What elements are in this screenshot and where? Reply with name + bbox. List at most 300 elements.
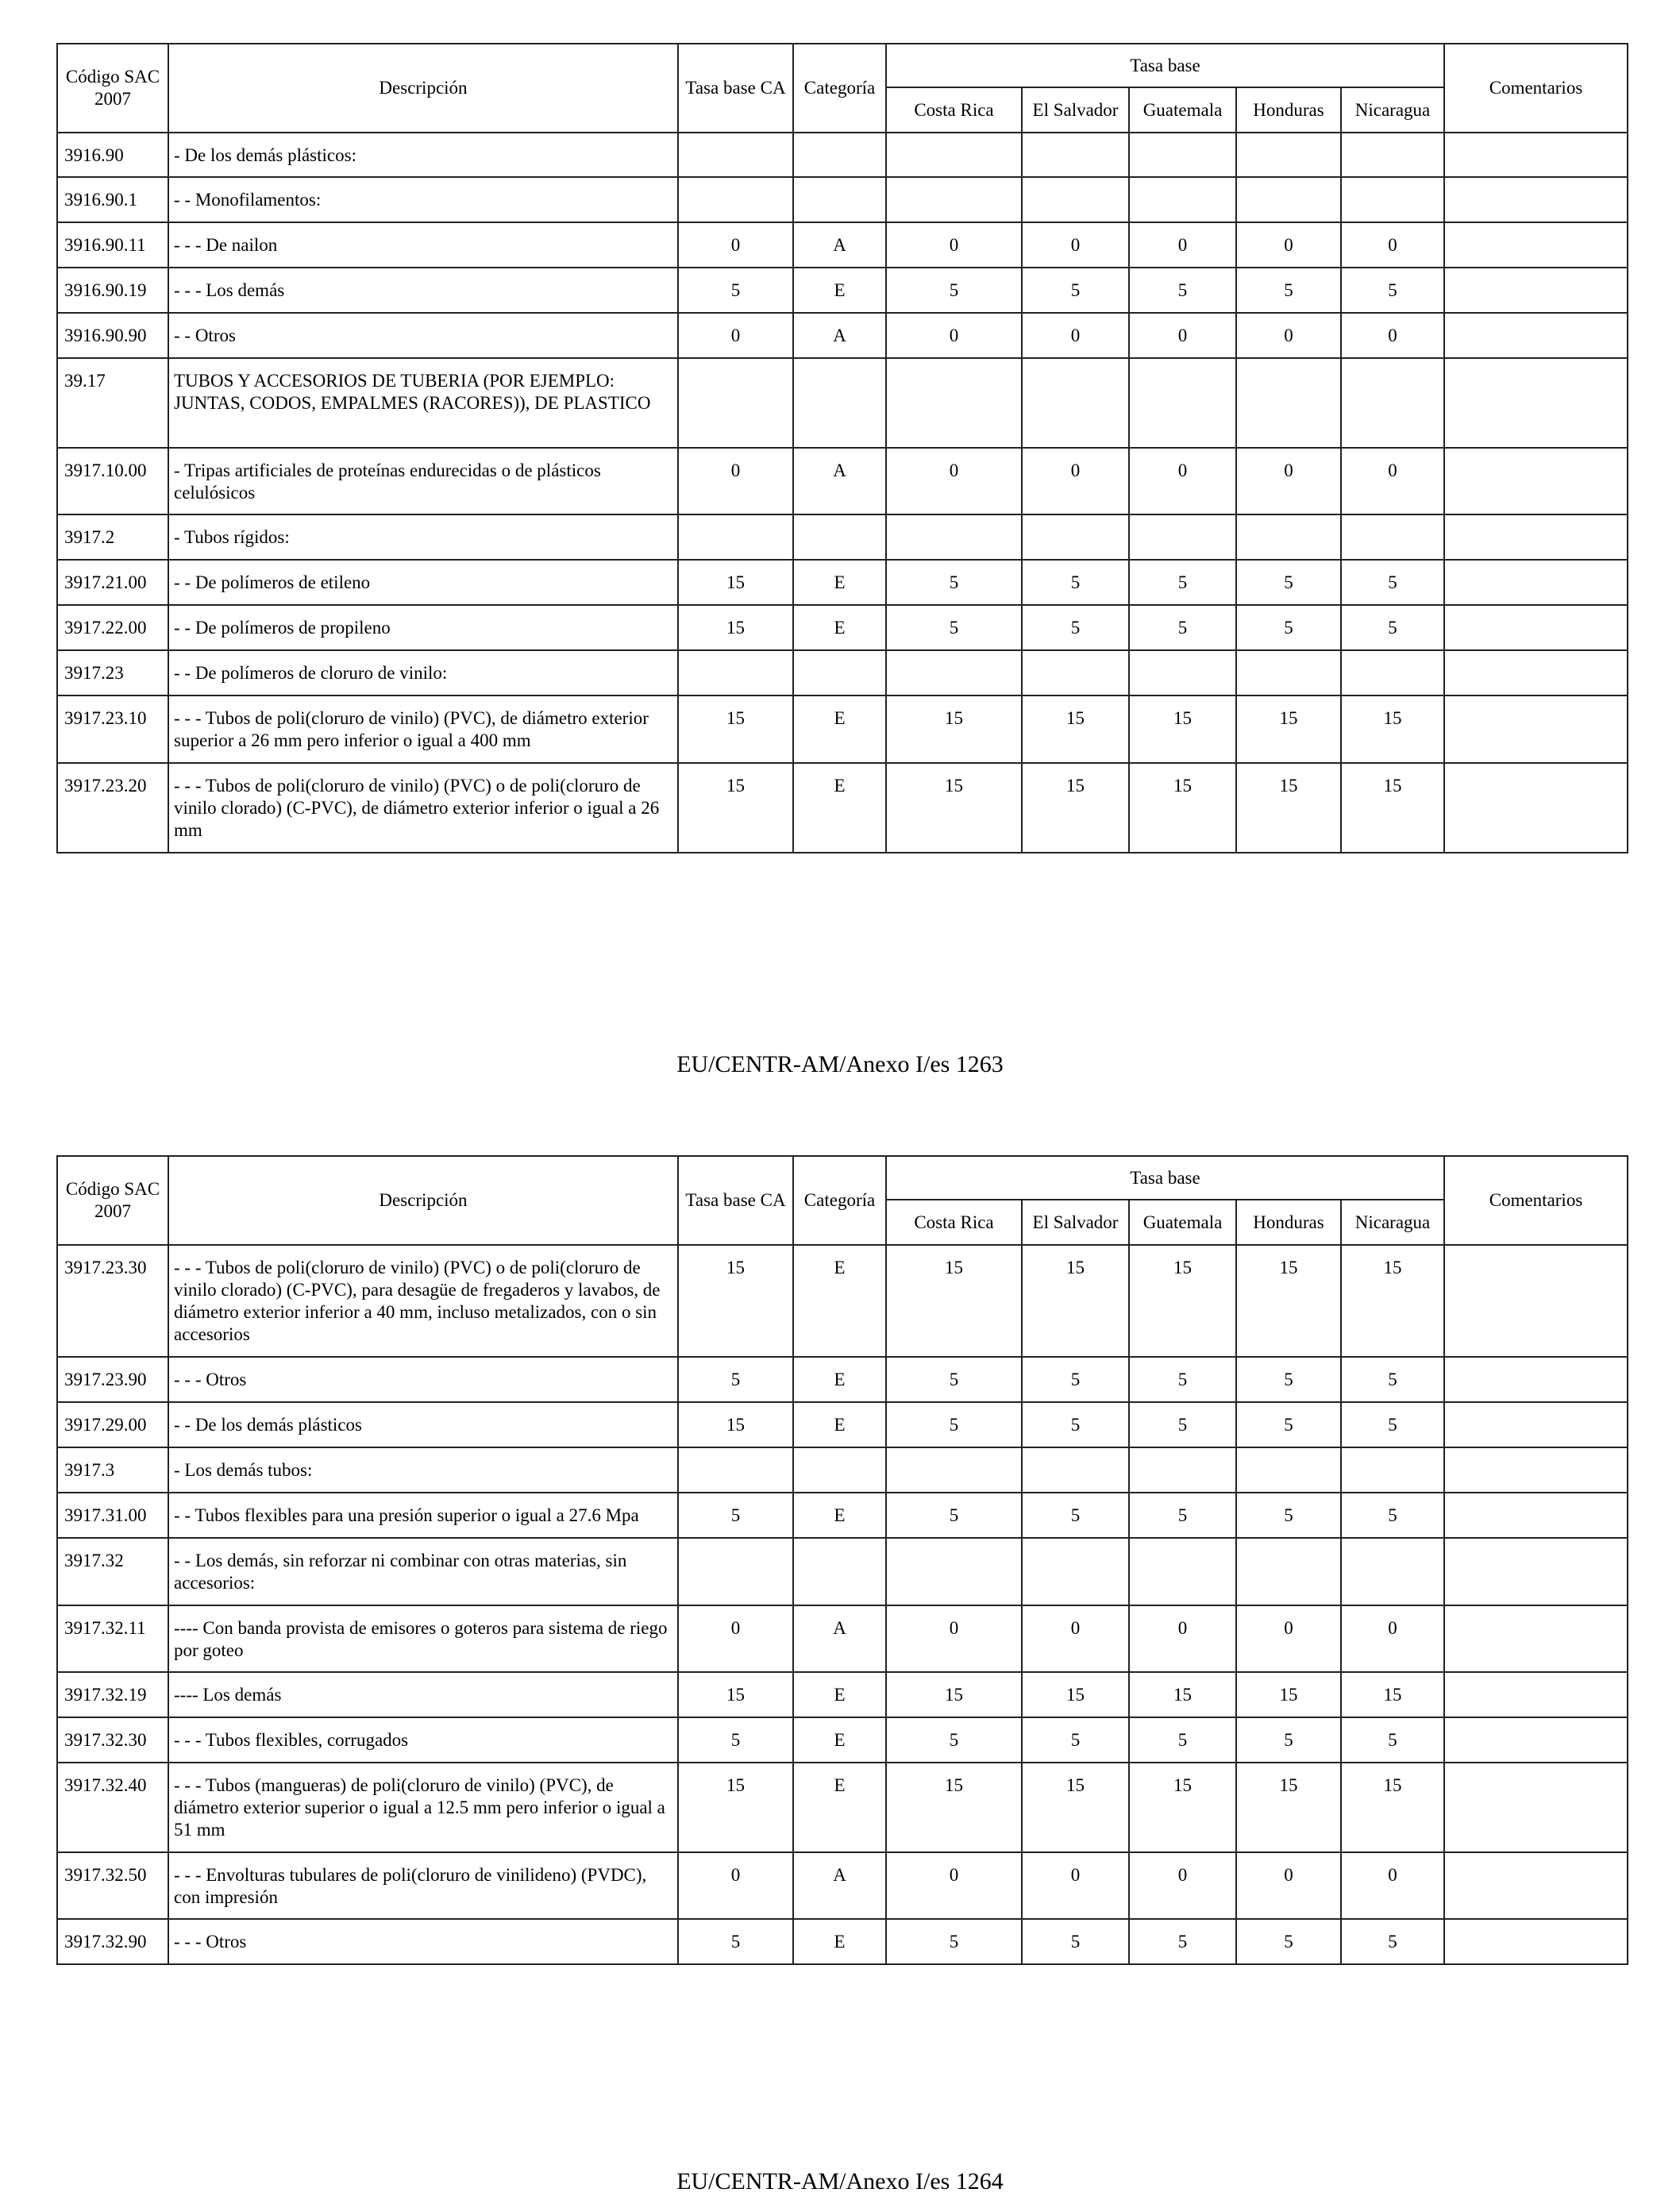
rate-el-salvador-cell: 5 — [1022, 1357, 1129, 1402]
description-cell: - Los demás tubos: — [168, 1447, 678, 1493]
tasa-base-ca-cell: 15 — [678, 695, 793, 763]
header-description: Descripción — [168, 44, 678, 133]
rate-el-salvador-cell: 0 — [1022, 1605, 1129, 1672]
tasa-base-ca-cell: 5 — [678, 1717, 793, 1763]
rate-costa-rica-cell: 15 — [886, 1763, 1022, 1852]
table-row — [57, 1245, 1628, 1357]
rate-nicaragua-cell: 5 — [1341, 268, 1444, 313]
table-row — [57, 358, 1628, 448]
tasa-base-ca-cell: 0 — [678, 448, 793, 514]
categoria-cell: E — [793, 268, 886, 313]
rate-el-salvador-cell — [1022, 358, 1129, 448]
rate-guatemala-cell: 0 — [1129, 1605, 1236, 1672]
rate-honduras-cell: 15 — [1236, 1763, 1341, 1852]
code-cell: 3917.32 — [57, 1538, 168, 1605]
categoria-cell: E — [793, 1245, 886, 1357]
categoria-cell: A — [793, 222, 886, 268]
rate-costa-rica-cell: 5 — [886, 1919, 1022, 1964]
tasa-base-ca-cell — [678, 1447, 793, 1493]
rate-el-salvador-cell — [1022, 133, 1129, 177]
rate-honduras-cell — [1236, 177, 1341, 222]
rate-costa-rica-cell — [886, 514, 1022, 560]
tasa-base-ca-cell: 15 — [678, 605, 793, 650]
header-country: Nicaragua — [1341, 87, 1444, 133]
rate-el-salvador-cell — [1022, 650, 1129, 695]
description-cell: - - - Otros — [168, 1357, 678, 1402]
rate-costa-rica-cell: 5 — [886, 268, 1022, 313]
rate-guatemala-cell: 15 — [1129, 695, 1236, 763]
description-cell: - - - Tubos flexibles, corrugados — [168, 1717, 678, 1763]
table-row — [57, 1357, 1628, 1402]
description-cell: - - - Tubos de poli(cloruro de vinilo) (PVC) o de poli(cloruro de vinilo clorado) (C-PVC), para desagüe de fregaderos y lavabos, de diámetro exterior inferior a 40 mm, incluso metalizados, con o sin accesorios — [168, 1245, 678, 1357]
rate-guatemala-cell — [1129, 1538, 1236, 1605]
table-body — [57, 133, 1628, 853]
rate-guatemala-cell — [1129, 177, 1236, 222]
description-cell: - - - Envolturas tubulares de poli(cloruro de vinilideno) (PVDC), con impresión — [168, 1852, 678, 1919]
rate-honduras-cell: 0 — [1236, 222, 1341, 268]
description-cell: - - Otros — [168, 313, 678, 358]
rate-el-salvador-cell: 5 — [1022, 1493, 1129, 1538]
table-row — [57, 177, 1628, 222]
code-cell: 3917.29.00 — [57, 1402, 168, 1447]
tasa-base-ca-cell — [678, 514, 793, 560]
rate-honduras-cell: 5 — [1236, 1717, 1341, 1763]
categoria-cell: E — [793, 560, 886, 605]
rate-el-salvador-cell: 15 — [1022, 1245, 1129, 1357]
rate-nicaragua-cell: 0 — [1341, 448, 1444, 514]
table-row — [57, 605, 1628, 650]
header-country: Guatemala — [1129, 1200, 1236, 1245]
rate-costa-rica-cell: 0 — [886, 1852, 1022, 1919]
rate-nicaragua-cell: 5 — [1341, 605, 1444, 650]
rate-el-salvador-cell: 15 — [1022, 1672, 1129, 1717]
table-row — [57, 650, 1628, 695]
rate-honduras-cell: 0 — [1236, 1605, 1341, 1672]
rate-honduras-cell: 5 — [1236, 268, 1341, 313]
comentarios-cell — [1444, 1605, 1628, 1672]
rate-nicaragua-cell: 5 — [1341, 1357, 1444, 1402]
comentarios-cell — [1444, 1245, 1628, 1357]
categoria-cell — [793, 177, 886, 222]
rate-honduras-cell: 15 — [1236, 1672, 1341, 1717]
categoria-cell — [793, 514, 886, 560]
code-cell: 3917.2 — [57, 514, 168, 560]
tasa-base-ca-cell: 15 — [678, 1672, 793, 1717]
header-country: Honduras — [1236, 1200, 1341, 1245]
table-row — [57, 695, 1628, 763]
categoria-cell: E — [793, 695, 886, 763]
rate-costa-rica-cell: 0 — [886, 313, 1022, 358]
rate-guatemala-cell — [1129, 514, 1236, 560]
comentarios-cell — [1444, 650, 1628, 695]
comentarios-cell — [1444, 268, 1628, 313]
rate-guatemala-cell — [1129, 650, 1236, 695]
tasa-base-ca-cell: 0 — [678, 1852, 793, 1919]
rate-honduras-cell: 5 — [1236, 1402, 1341, 1447]
comentarios-cell — [1444, 1763, 1628, 1852]
description-cell: - De los demás plásticos: — [168, 133, 678, 177]
header-categoria: Categoría — [793, 1156, 886, 1245]
tasa-base-ca-cell — [678, 1538, 793, 1605]
header-code: Código SAC 2007 — [57, 1156, 168, 1245]
rate-nicaragua-cell: 0 — [1341, 313, 1444, 358]
rate-guatemala-cell: 5 — [1129, 1493, 1236, 1538]
rate-costa-rica-cell: 15 — [886, 695, 1022, 763]
tariff-table-page-1264 — [56, 1155, 1628, 1965]
table-row — [57, 1672, 1628, 1717]
rate-costa-rica-cell: 5 — [886, 1717, 1022, 1763]
rate-costa-rica-cell: 15 — [886, 763, 1022, 853]
categoria-cell: A — [793, 448, 886, 514]
tasa-base-ca-cell — [678, 133, 793, 177]
header-country: El Salvador — [1022, 1200, 1129, 1245]
description-cell: TUBOS Y ACCESORIOS DE TUBERIA (POR EJEMPLO: JUNTAS, CODOS, EMPALMES (RACORES)), DE PLASTICO — [168, 358, 678, 448]
categoria-cell: E — [793, 1717, 886, 1763]
rate-guatemala-cell: 0 — [1129, 1852, 1236, 1919]
rate-el-salvador-cell: 0 — [1022, 1852, 1129, 1919]
comentarios-cell — [1444, 313, 1628, 358]
categoria-cell — [793, 1538, 886, 1605]
rate-costa-rica-cell: 5 — [886, 560, 1022, 605]
comentarios-cell — [1444, 1717, 1628, 1763]
categoria-cell — [793, 1447, 886, 1493]
rate-nicaragua-cell: 5 — [1341, 1919, 1444, 1964]
rate-honduras-cell: 0 — [1236, 313, 1341, 358]
rate-honduras-cell: 15 — [1236, 695, 1341, 763]
table-row — [57, 1763, 1628, 1852]
description-cell: - - De polímeros de propileno — [168, 605, 678, 650]
description-cell: - - De polímeros de cloruro de vinilo: — [168, 650, 678, 695]
rate-guatemala-cell: 0 — [1129, 448, 1236, 514]
rate-nicaragua-cell: 5 — [1341, 1402, 1444, 1447]
rate-guatemala-cell — [1129, 1447, 1236, 1493]
rate-guatemala-cell: 15 — [1129, 1245, 1236, 1357]
description-cell: - - De polímeros de etileno — [168, 560, 678, 605]
rate-guatemala-cell: 0 — [1129, 222, 1236, 268]
table-row — [57, 560, 1628, 605]
comentarios-cell — [1444, 1447, 1628, 1493]
table-row — [57, 222, 1628, 268]
code-cell: 3917.3 — [57, 1447, 168, 1493]
header-country: Honduras — [1236, 87, 1341, 133]
code-cell: 3917.23 — [57, 650, 168, 695]
comentarios-cell — [1444, 177, 1628, 222]
rate-el-salvador-cell: 5 — [1022, 605, 1129, 650]
rate-honduras-cell: 5 — [1236, 605, 1341, 650]
table-row — [57, 1852, 1628, 1919]
rate-guatemala-cell: 15 — [1129, 1672, 1236, 1717]
header-description: Descripción — [168, 1156, 678, 1245]
tasa-base-ca-cell: 15 — [678, 1763, 793, 1852]
rate-el-salvador-cell: 0 — [1022, 222, 1129, 268]
rate-costa-rica-cell: 15 — [886, 1245, 1022, 1357]
code-cell: 3917.22.00 — [57, 605, 168, 650]
rate-nicaragua-cell: 15 — [1341, 1672, 1444, 1717]
rate-nicaragua-cell: 15 — [1341, 763, 1444, 853]
rate-honduras-cell: 5 — [1236, 1493, 1341, 1538]
rate-nicaragua-cell: 0 — [1341, 1605, 1444, 1672]
rate-el-salvador-cell: 0 — [1022, 448, 1129, 514]
code-cell: 3916.90.90 — [57, 313, 168, 358]
rate-costa-rica-cell: 0 — [886, 448, 1022, 514]
description-cell: - - - Tubos (mangueras) de poli(cloruro de vinilo) (PVC), de diámetro exterior superior o igual a 12.5 mm pero inferior o igual a 51 mm — [168, 1763, 678, 1852]
rate-el-salvador-cell: 0 — [1022, 313, 1129, 358]
tasa-base-ca-cell: 15 — [678, 763, 793, 853]
rate-honduras-cell: 15 — [1236, 1245, 1341, 1357]
code-cell: 3916.90.1 — [57, 177, 168, 222]
categoria-cell: A — [793, 1852, 886, 1919]
categoria-cell: E — [793, 1402, 886, 1447]
code-cell: 3917.21.00 — [57, 560, 168, 605]
code-cell: 39.17 — [57, 358, 168, 448]
table-row — [57, 1717, 1628, 1763]
description-cell: ---- Con banda provista de emisores o goteros para sistema de riego por goteo — [168, 1605, 678, 1672]
rate-nicaragua-cell — [1341, 133, 1444, 177]
rate-guatemala-cell: 0 — [1129, 313, 1236, 358]
code-cell: 3917.32.30 — [57, 1717, 168, 1763]
rate-nicaragua-cell — [1341, 177, 1444, 222]
code-cell: 3917.32.19 — [57, 1672, 168, 1717]
description-cell: - - - De nailon — [168, 222, 678, 268]
tasa-base-ca-cell: 0 — [678, 222, 793, 268]
table-row — [57, 133, 1628, 177]
code-cell: 3917.23.10 — [57, 695, 168, 763]
comentarios-cell — [1444, 1493, 1628, 1538]
tasa-base-ca-cell — [678, 177, 793, 222]
description-cell: - Tubos rígidos: — [168, 514, 678, 560]
rate-nicaragua-cell: 0 — [1341, 222, 1444, 268]
rate-nicaragua-cell: 15 — [1341, 1763, 1444, 1852]
tasa-base-ca-cell: 0 — [678, 313, 793, 358]
tasa-base-ca-cell: 5 — [678, 268, 793, 313]
rate-honduras-cell — [1236, 133, 1341, 177]
rate-honduras-cell: 0 — [1236, 1852, 1341, 1919]
rate-nicaragua-cell: 15 — [1341, 1245, 1444, 1357]
comentarios-cell — [1444, 605, 1628, 650]
rate-costa-rica-cell: 0 — [886, 1605, 1022, 1672]
header-tasa-base-ca: Tasa base CA — [678, 44, 793, 133]
rate-costa-rica-cell: 5 — [886, 605, 1022, 650]
rate-costa-rica-cell: 5 — [886, 1402, 1022, 1447]
rate-nicaragua-cell: 5 — [1341, 1493, 1444, 1538]
categoria-cell: E — [793, 1672, 886, 1717]
rate-guatemala-cell: 5 — [1129, 268, 1236, 313]
rate-nicaragua-cell — [1341, 650, 1444, 695]
header-categoria: Categoría — [793, 44, 886, 133]
comentarios-cell — [1444, 448, 1628, 514]
code-cell: 3917.23.30 — [57, 1245, 168, 1357]
table-row — [57, 514, 1628, 560]
rate-guatemala-cell — [1129, 358, 1236, 448]
comentarios-cell — [1444, 358, 1628, 448]
tasa-base-ca-cell — [678, 650, 793, 695]
comentarios-cell — [1444, 695, 1628, 763]
comentarios-cell — [1444, 222, 1628, 268]
header-tasa-base: Tasa base — [886, 1156, 1444, 1200]
code-cell: 3916.90.11 — [57, 222, 168, 268]
description-cell: - - - Tubos de poli(cloruro de vinilo) (PVC) o de poli(cloruro de vinilo clorado) (C-PVC), de diámetro exterior inferior o igual a 26 mm — [168, 763, 678, 853]
description-cell: - Tripas artificiales de proteínas endurecidas o de plásticos celulósicos — [168, 448, 678, 514]
header-country: Costa Rica — [886, 1200, 1022, 1245]
description-cell: - - Los demás, sin reforzar ni combinar con otras materias, sin accesorios: — [168, 1538, 678, 1605]
rate-honduras-cell: 15 — [1236, 763, 1341, 853]
header-country: Nicaragua — [1341, 1200, 1444, 1245]
code-cell: 3916.90.19 — [57, 268, 168, 313]
rate-guatemala-cell: 5 — [1129, 605, 1236, 650]
description-cell: - - Monofilamentos: — [168, 177, 678, 222]
header-country: El Salvador — [1022, 87, 1129, 133]
rate-el-salvador-cell: 5 — [1022, 1402, 1129, 1447]
rate-el-salvador-cell: 15 — [1022, 695, 1129, 763]
rate-costa-rica-cell — [886, 1447, 1022, 1493]
rate-honduras-cell — [1236, 514, 1341, 560]
rate-nicaragua-cell: 15 — [1341, 695, 1444, 763]
header-country: Guatemala — [1129, 87, 1236, 133]
categoria-cell: E — [793, 1763, 886, 1852]
categoria-cell: E — [793, 1357, 886, 1402]
comentarios-cell — [1444, 133, 1628, 177]
rate-el-salvador-cell: 5 — [1022, 560, 1129, 605]
rate-guatemala-cell — [1129, 133, 1236, 177]
code-cell: 3917.10.00 — [57, 448, 168, 514]
tasa-base-ca-cell: 15 — [678, 560, 793, 605]
code-cell: 3917.23.90 — [57, 1357, 168, 1402]
table-row — [57, 313, 1628, 358]
rate-el-salvador-cell: 5 — [1022, 1717, 1129, 1763]
tariff-table-page-1263 — [56, 43, 1628, 853]
rate-costa-rica-cell: 5 — [886, 1493, 1022, 1538]
table-row — [57, 448, 1628, 514]
rate-honduras-cell — [1236, 1538, 1341, 1605]
comentarios-cell — [1444, 763, 1628, 853]
rate-el-salvador-cell — [1022, 177, 1129, 222]
rate-costa-rica-cell — [886, 177, 1022, 222]
rate-el-salvador-cell — [1022, 514, 1129, 560]
rate-costa-rica-cell — [886, 650, 1022, 695]
header-country: Costa Rica — [886, 87, 1022, 133]
rate-costa-rica-cell: 5 — [886, 1357, 1022, 1402]
table-row — [57, 1447, 1628, 1493]
rate-guatemala-cell: 5 — [1129, 1402, 1236, 1447]
rate-guatemala-cell: 15 — [1129, 763, 1236, 853]
categoria-cell: E — [793, 1919, 886, 1964]
comentarios-cell — [1444, 1538, 1628, 1605]
rate-guatemala-cell: 5 — [1129, 560, 1236, 605]
comentarios-cell — [1444, 1672, 1628, 1717]
categoria-cell — [793, 358, 886, 448]
page-footer: EU/CENTR-AM/Anexo I/es 1264 — [676, 2168, 1004, 2194]
categoria-cell — [793, 650, 886, 695]
rate-nicaragua-cell — [1341, 514, 1444, 560]
header-comentarios: Comentarios — [1444, 1156, 1628, 1245]
categoria-cell: E — [793, 605, 886, 650]
comentarios-cell — [1444, 1852, 1628, 1919]
table-row — [57, 268, 1628, 313]
rate-honduras-cell: 5 — [1236, 1919, 1341, 1964]
code-cell: 3917.31.00 — [57, 1493, 168, 1538]
rate-el-salvador-cell: 15 — [1022, 763, 1129, 853]
categoria-cell — [793, 133, 886, 177]
table-row — [57, 1919, 1628, 1964]
table-body — [57, 1245, 1628, 1964]
description-cell: - - - Otros — [168, 1919, 678, 1964]
rate-costa-rica-cell — [886, 358, 1022, 448]
header-tasa-base: Tasa base — [886, 44, 1444, 87]
tasa-base-ca-cell: 15 — [678, 1402, 793, 1447]
rate-nicaragua-cell: 5 — [1341, 560, 1444, 605]
comentarios-cell — [1444, 1402, 1628, 1447]
table-row — [57, 1605, 1628, 1672]
categoria-cell: E — [793, 763, 886, 853]
description-cell: - - De los demás plásticos — [168, 1402, 678, 1447]
tasa-base-ca-cell: 5 — [678, 1919, 793, 1964]
comentarios-cell — [1444, 560, 1628, 605]
code-cell: 3917.32.90 — [57, 1919, 168, 1964]
table-row — [57, 1538, 1628, 1605]
rate-costa-rica-cell — [886, 1538, 1022, 1605]
rate-el-salvador-cell: 5 — [1022, 1919, 1129, 1964]
code-cell: 3916.90 — [57, 133, 168, 177]
comentarios-cell — [1444, 1357, 1628, 1402]
rate-guatemala-cell: 5 — [1129, 1717, 1236, 1763]
rate-nicaragua-cell: 0 — [1341, 1852, 1444, 1919]
tasa-base-ca-cell: 5 — [678, 1357, 793, 1402]
rate-el-salvador-cell: 5 — [1022, 268, 1129, 313]
rate-costa-rica-cell — [886, 133, 1022, 177]
description-cell: - - - Los demás — [168, 268, 678, 313]
rate-guatemala-cell: 15 — [1129, 1763, 1236, 1852]
code-cell: 3917.32.50 — [57, 1852, 168, 1919]
categoria-cell: A — [793, 1605, 886, 1672]
description-cell: - - Tubos flexibles para una presión superior o igual a 27.6 Mpa — [168, 1493, 678, 1538]
comentarios-cell — [1444, 1919, 1628, 1964]
tasa-base-ca-cell: 5 — [678, 1493, 793, 1538]
rate-nicaragua-cell — [1341, 1447, 1444, 1493]
page-footer: EU/CENTR-AM/Anexo I/es 1263 — [676, 1051, 1004, 1077]
rate-honduras-cell: 5 — [1236, 560, 1341, 605]
rate-el-salvador-cell — [1022, 1538, 1129, 1605]
tasa-base-ca-cell — [678, 358, 793, 448]
rate-guatemala-cell: 5 — [1129, 1357, 1236, 1402]
rate-honduras-cell: 5 — [1236, 1357, 1341, 1402]
categoria-cell: A — [793, 313, 886, 358]
tasa-base-ca-cell: 15 — [678, 1245, 793, 1357]
rate-costa-rica-cell: 15 — [886, 1672, 1022, 1717]
code-cell: 3917.32.40 — [57, 1763, 168, 1852]
rate-honduras-cell — [1236, 358, 1341, 448]
header-code: Código SAC 2007 — [57, 44, 168, 133]
rate-nicaragua-cell — [1341, 1538, 1444, 1605]
rate-costa-rica-cell: 0 — [886, 222, 1022, 268]
table-row — [57, 1493, 1628, 1538]
code-cell: 3917.23.20 — [57, 763, 168, 853]
rate-el-salvador-cell: 15 — [1022, 1763, 1129, 1852]
header-comentarios: Comentarios — [1444, 44, 1628, 133]
rate-el-salvador-cell — [1022, 1447, 1129, 1493]
description-cell: ---- Los demás — [168, 1672, 678, 1717]
header-tasa-base-ca: Tasa base CA — [678, 1156, 793, 1245]
table-row — [57, 763, 1628, 853]
rate-nicaragua-cell: 5 — [1341, 1717, 1444, 1763]
tasa-base-ca-cell: 0 — [678, 1605, 793, 1672]
rate-nicaragua-cell — [1341, 358, 1444, 448]
code-cell: 3917.32.11 — [57, 1605, 168, 1672]
categoria-cell: E — [793, 1493, 886, 1538]
description-cell: - - - Tubos de poli(cloruro de vinilo) (PVC), de diámetro exterior superior a 26 mm pero inferior o igual a 400 mm — [168, 695, 678, 763]
rate-honduras-cell: 0 — [1236, 448, 1341, 514]
table-row — [57, 1402, 1628, 1447]
rate-honduras-cell — [1236, 1447, 1341, 1493]
